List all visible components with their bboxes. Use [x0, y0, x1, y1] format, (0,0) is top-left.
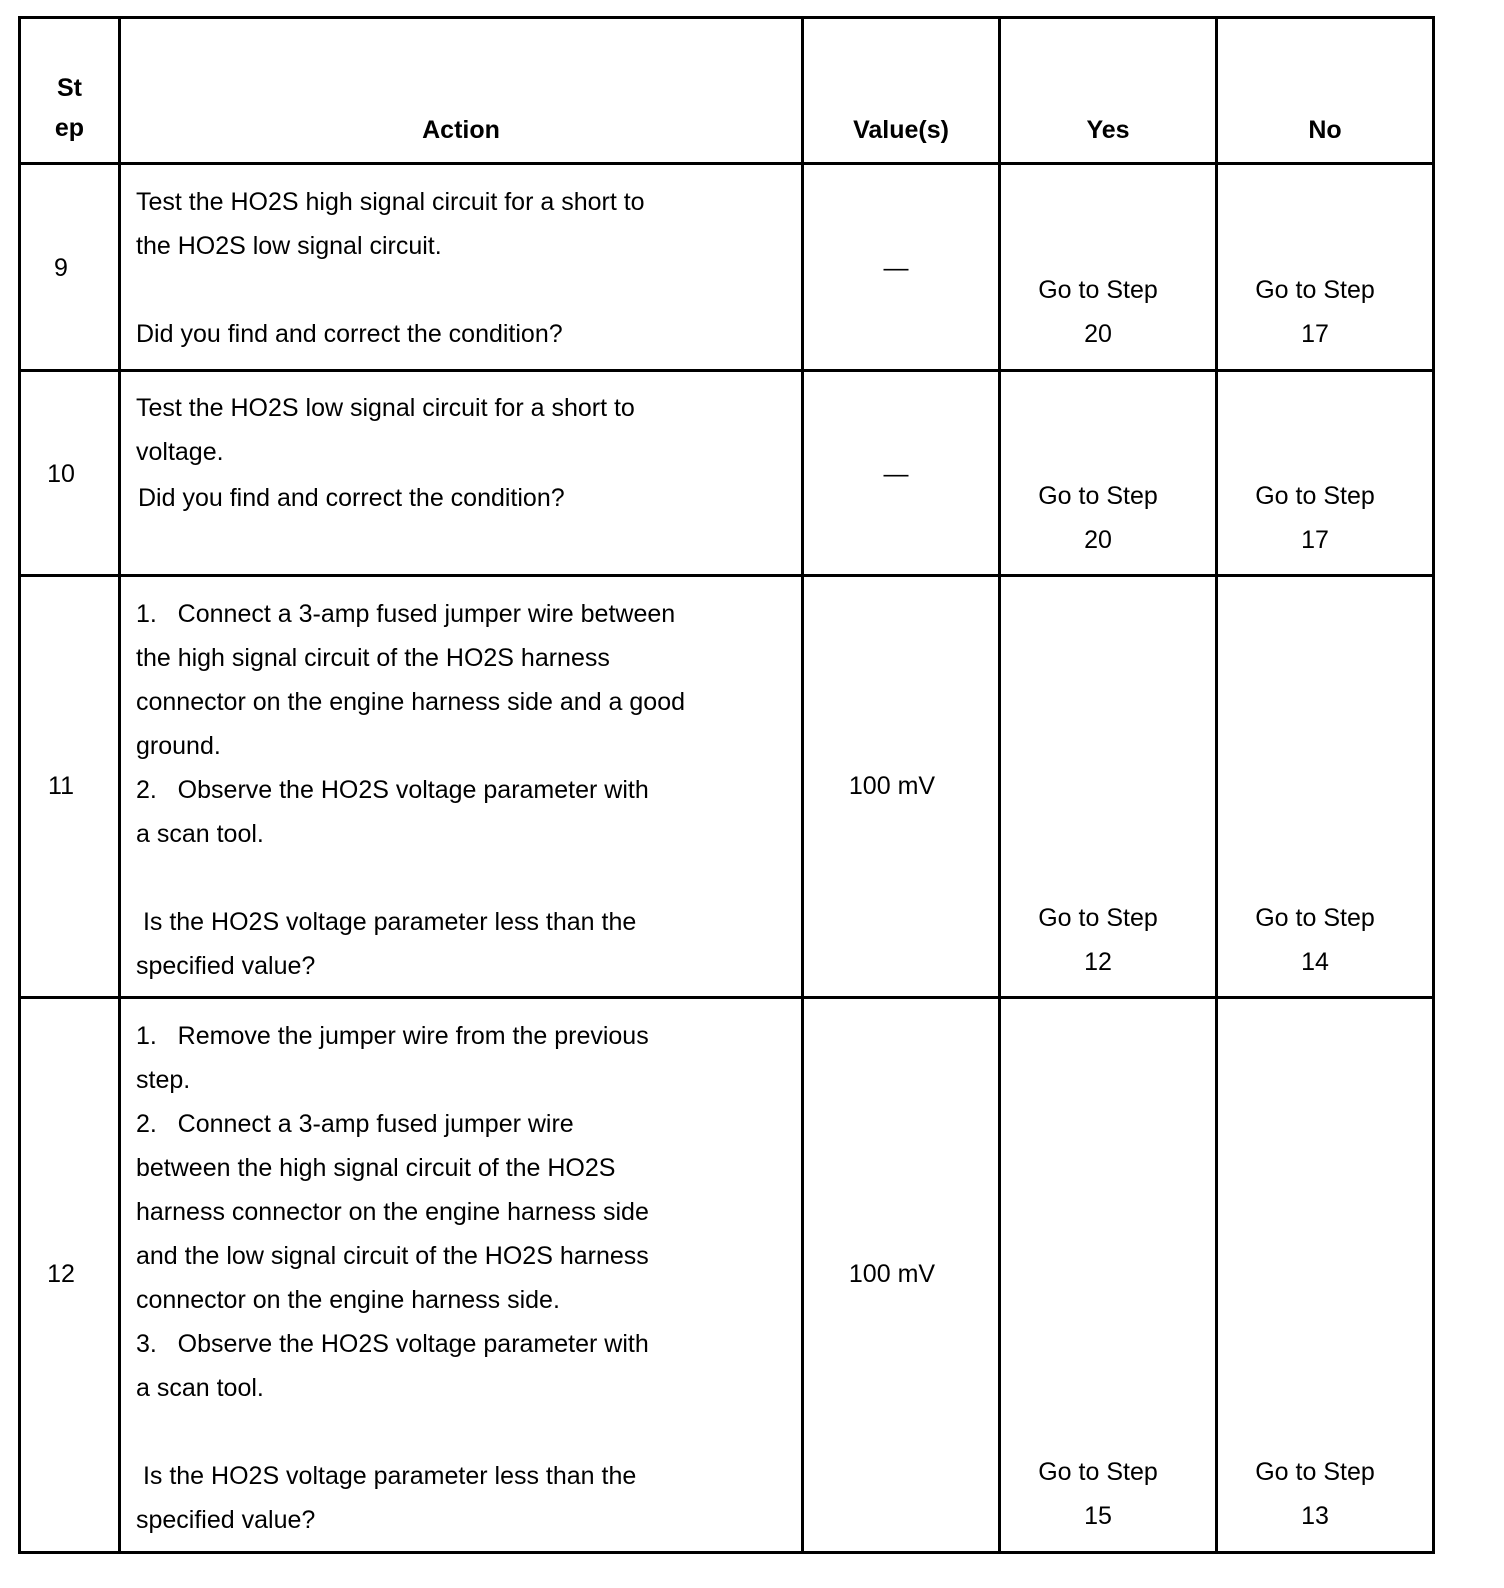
action-line: a scan tool. — [136, 1374, 264, 1402]
no-line: Go to Step — [1255, 1458, 1375, 1486]
action-line: harness connector on the engine harness side — [136, 1198, 649, 1226]
action-text — [136, 1014, 796, 1542]
header-row-divider — [18, 162, 1435, 165]
header-no-label: No — [1308, 116, 1342, 144]
blank-line — [136, 1410, 796, 1454]
yes-step: 20 — [1084, 320, 1112, 348]
yes-cell — [1001, 1450, 1195, 1538]
action-question: Did you find and correct the condition? — [138, 484, 565, 512]
action-line: voltage. — [136, 438, 224, 466]
action-line: 2. Observe the HO2S voltage parameter with — [136, 776, 649, 804]
no-step: 14 — [1301, 948, 1329, 976]
step-number: 12 — [47, 1260, 75, 1288]
header-action — [121, 108, 801, 152]
column-divider — [1215, 16, 1218, 1554]
value-cell: 100 mV — [848, 1260, 936, 1288]
step-number: 10 — [47, 460, 75, 488]
yes-line: Go to Step — [1038, 482, 1158, 510]
no-step: 17 — [1301, 526, 1329, 554]
yes-line: Go to Step — [1038, 1458, 1158, 1486]
action-line: and the low signal circuit of the HO2S harness — [136, 1242, 649, 1270]
row-divider — [18, 574, 1435, 577]
header-action-label: Action — [422, 116, 500, 144]
action-line: 2. Connect a 3-amp fused jumper wire — [136, 1110, 574, 1138]
table-border-top — [18, 16, 1435, 19]
action-question: specified value? — [136, 1506, 316, 1534]
column-divider — [998, 16, 1001, 1554]
no-step: 13 — [1301, 1502, 1329, 1530]
table-border-bottom — [18, 1551, 1435, 1554]
action-text — [136, 180, 796, 356]
yes-line: Go to Step — [1038, 904, 1158, 932]
no-line: Go to Step — [1255, 276, 1375, 304]
header-step-line2: ep — [54, 114, 85, 142]
action-line: step. — [136, 1066, 191, 1094]
action-line: a scan tool. — [136, 820, 264, 848]
header-step — [21, 68, 118, 148]
yes-cell — [1001, 474, 1195, 562]
action-line: the high signal circuit of the HO2S harness — [136, 644, 610, 672]
no-line: Go to Step — [1255, 482, 1375, 510]
no-line: Go to Step — [1255, 904, 1375, 932]
header-yes-label: Yes — [1086, 116, 1130, 144]
action-line: 1. Connect a 3-amp fused jumper wire between — [136, 600, 676, 628]
step-number: 11 — [48, 772, 74, 800]
no-cell — [1218, 474, 1412, 562]
column-divider — [118, 16, 121, 1554]
yes-step: 20 — [1084, 526, 1112, 554]
header-no — [1218, 108, 1432, 152]
no-cell — [1218, 268, 1412, 356]
action-text — [136, 592, 796, 988]
action-line: ground. — [136, 732, 221, 760]
header-values-label: Value(s) — [853, 116, 949, 144]
value-cell: — — [883, 254, 909, 282]
row-divider — [18, 996, 1435, 999]
yes-cell — [1001, 896, 1195, 984]
yes-step: 15 — [1084, 1502, 1112, 1530]
step-number: 9 — [54, 254, 68, 282]
header-values — [804, 108, 998, 152]
value-cell: — — [883, 460, 909, 488]
action-text — [136, 386, 796, 520]
no-cell — [1218, 896, 1412, 984]
action-question: Is the HO2S voltage parameter less than the — [136, 908, 637, 936]
action-question: specified value? — [136, 952, 316, 980]
yes-line: Go to Step — [1038, 276, 1158, 304]
action-line: Test the HO2S high signal circuit for a short to — [136, 188, 645, 216]
yes-step: 12 — [1084, 948, 1112, 976]
blank-line — [136, 268, 796, 312]
value-cell: 100 mV — [848, 772, 936, 800]
action-line: between the high signal circuit of the HO2S — [136, 1154, 616, 1182]
action-question: Is the HO2S voltage parameter less than the — [136, 1462, 637, 1490]
action-line: the HO2S low signal circuit. — [136, 232, 442, 260]
blank-line — [136, 856, 796, 900]
no-cell — [1218, 1450, 1412, 1538]
action-line: 3. Observe the HO2S voltage parameter with — [136, 1330, 649, 1358]
table-border-right — [1432, 16, 1435, 1554]
action-line: connector on the engine harness side. — [136, 1286, 560, 1314]
row-divider — [18, 369, 1435, 372]
header-step-line1: St — [57, 74, 82, 102]
action-line: Test the HO2S low signal circuit for a short to — [136, 394, 635, 422]
action-line: 1. Remove the jumper wire from the previous — [136, 1022, 649, 1050]
header-yes — [1001, 108, 1215, 152]
action-question: Did you find and correct the condition? — [136, 320, 563, 348]
no-step: 17 — [1301, 320, 1329, 348]
action-line: connector on the engine harness side and a good — [136, 688, 686, 716]
yes-cell — [1001, 268, 1195, 356]
